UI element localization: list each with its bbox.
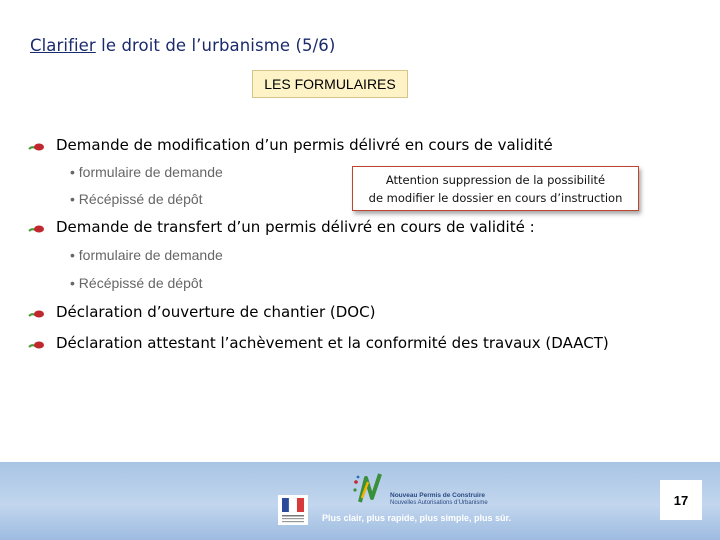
sub-item-2-1: • formulaire de demande: [70, 247, 223, 263]
sub-item-2-2: • Récépissé de dépôt: [70, 275, 203, 291]
slide-title: [30, 36, 335, 55]
bullet-flower-icon: [28, 306, 46, 318]
sub-item-label: formulaire de demande: [78, 247, 223, 263]
title-underlined-word: Clarifier: [30, 36, 96, 55]
attention-note: [352, 166, 639, 211]
sub-item-1-2: • Récépissé de dépôt: [70, 191, 203, 207]
note-line-2: de modifier le dossier en cours d’instruction: [368, 191, 623, 205]
bullet-item-2: [28, 218, 535, 236]
bullet-flower-icon: [28, 337, 46, 349]
bullet-item-4-label: Déclaration attestant l’achèvement et la conformité des travaux (DAACT): [56, 334, 609, 352]
footer-tagline: Plus clair, plus rapide, plus simple, plus sûr.: [322, 513, 512, 523]
bullet-item-3: [28, 303, 375, 321]
logo-title: Nouveau Permis de Construire: [390, 492, 485, 499]
republique-francaise-logo-icon: [278, 495, 308, 525]
bullet-item-1-label: Demande de modification d’un permis délivré en cours de validité: [56, 136, 553, 154]
bullet-item-3-label: Déclaration d’ouverture de chantier (DOC): [56, 303, 376, 321]
page-number: 17: [660, 480, 702, 520]
section-badge: LES FORMULAIRES: [252, 70, 408, 98]
sub-item-1-1: • formulaire de demande: [70, 164, 223, 180]
bullet-item-1: [28, 136, 553, 154]
bullet-flower-icon: [28, 139, 46, 151]
npc-logo-icon: [350, 468, 390, 508]
note-line-1: Attention suppression de la possibilité: [385, 173, 606, 187]
logo-subtitle: Nouvelles Autorisations d’Urbanisme: [390, 500, 488, 506]
bullet-flower-icon: [28, 221, 46, 233]
sub-item-label: formulaire de demande: [78, 164, 223, 180]
permis-de-construire-logo: [350, 468, 488, 514]
title-rest: le droit de l’urbanisme (5/6): [95, 36, 336, 55]
bullet-item-2-label: Demande de transfert d’un permis délivré en cours de validité :: [56, 218, 535, 236]
sub-item-label: Récépissé de dépôt: [78, 191, 203, 207]
sub-item-label: Récépissé de dépôt: [78, 275, 203, 291]
bullet-item-4: [28, 334, 609, 352]
footer-band: [0, 462, 720, 540]
